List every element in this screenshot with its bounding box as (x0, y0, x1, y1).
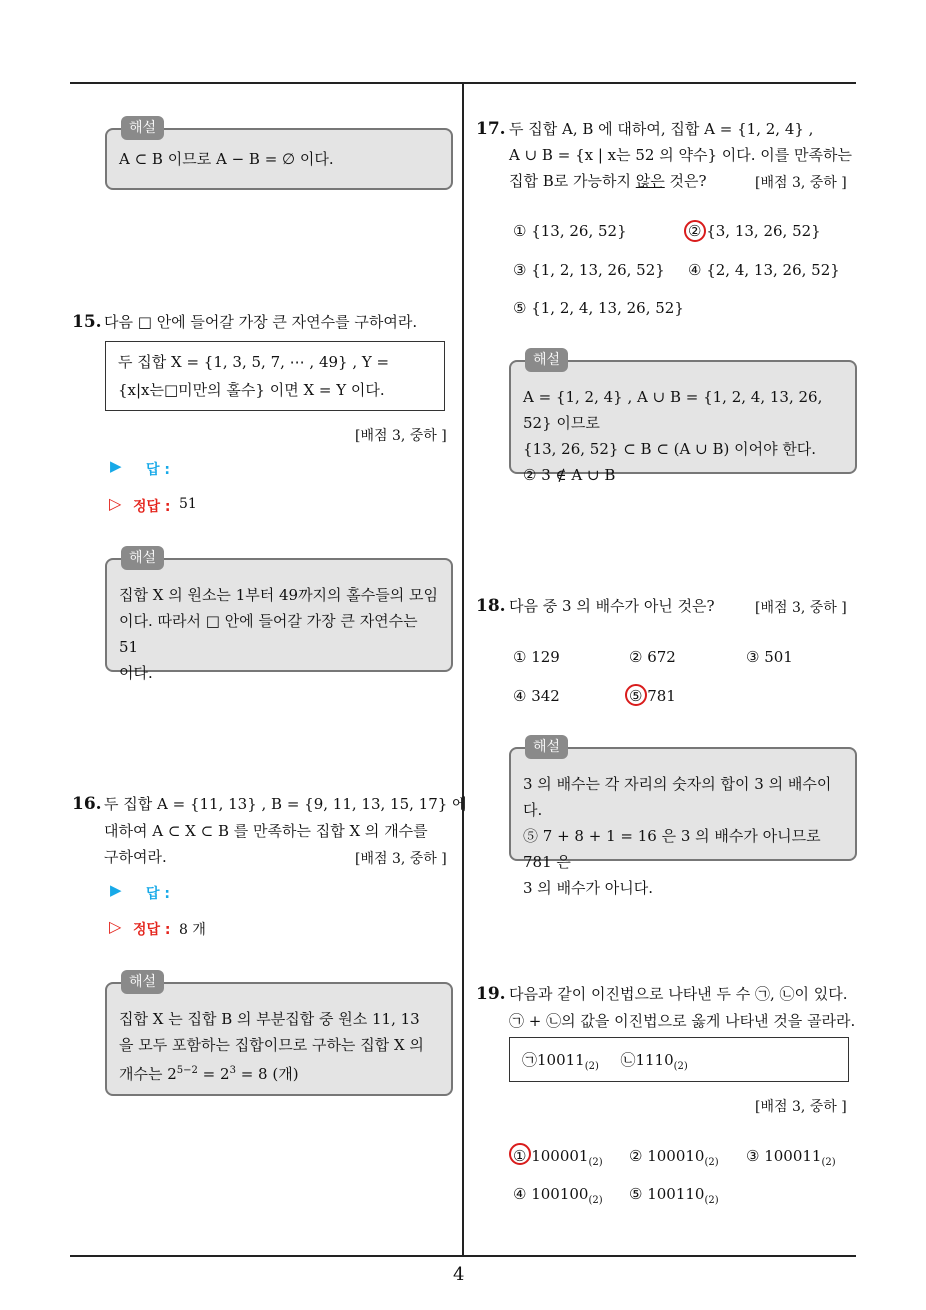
page-number: 4 (453, 1264, 465, 1285)
q16-answer-label: 답 : (146, 886, 170, 902)
q17-line2: A ∪ B = {x | x는 52 의 약수} 이다. 이를 만족하는 (509, 146, 853, 164)
q19-choice-4[interactable]: ④ $100100_{(2)}$ (513, 1185, 603, 1206)
q17-choice-3[interactable]: ③ {1, 2, 13, 26, 52} (513, 261, 665, 279)
bottom-rule (70, 1255, 856, 1257)
q19-number-b: $㉡1110_{(2)}$ (620, 1051, 688, 1072)
q16-solution-line1: 집합 X 는 집합 B 의 부분집합 중 원소 11, 13 (119, 1010, 420, 1028)
q16-line1: 두 집합 A = {11, 13} , B = {9, 11, 13, 15, 17} 에 (104, 795, 467, 813)
q18-meta: [배점 3, 중하 ] (755, 600, 847, 616)
q18-solution-line2: ⑤ 7 + 8 + 1 = 16 은 3 의 배수가 아니므로 781 은 (523, 827, 821, 871)
q18-solution-line1: 3 의 배수는 각 자리의 숫자의 합이 3 의 배수이다. (523, 775, 832, 819)
solution-tag: 해설 (121, 116, 164, 140)
q17-number: 17. (476, 119, 506, 139)
q17-solution-line2: {13, 26, 52} ⊂ B ⊂ (A ∪ B) 이어야 한다. (523, 440, 817, 458)
q14-solution-text: A ⊂ B 이므로 A − B = ∅ 이다. (119, 150, 334, 168)
q18-solution-line3: 3 의 배수가 아니다. (523, 879, 654, 897)
q17-meta: [배점 3, 중하 ] (755, 175, 847, 191)
q16-number: 16. (72, 794, 102, 814)
q19-number-a: $㉠10011_{(2)}$ (522, 1051, 599, 1072)
q19-meta: [배점 3, 중하 ] (755, 1099, 847, 1115)
q15-solution-box (105, 550, 453, 682)
solution-tag: 해설 (525, 735, 568, 759)
q16-correct-label: 정답 : (133, 922, 171, 938)
answer-arrow-icon: ▶ (110, 457, 122, 475)
q17-choice-4[interactable]: ④ {2, 4, 13, 26, 52} (688, 261, 840, 279)
q15-box-line1: 두 집합 X = {1, 3, 5, 7, ⋯ , 49} , Y = (118, 353, 390, 371)
q16-line3: 구하여라. (104, 848, 167, 866)
q19-number-box (509, 1037, 849, 1082)
q19-number: 19. (476, 984, 506, 1004)
q15-solution-line1: 집합 X 의 원소는 1부터 49까지의 홀수들의 모임 (119, 586, 439, 604)
q17-solution-line3: ② 3 ∉ A ∪ B (523, 466, 616, 484)
q18-choice-1[interactable]: ① 129 (513, 648, 560, 666)
q19-selected-mark (509, 1143, 531, 1165)
q17-choice-1[interactable]: ① {13, 26, 52} (513, 222, 627, 240)
q15-number: 15. (72, 312, 102, 332)
q17-choice-5[interactable]: ⑤ {1, 2, 4, 13, 26, 52} (513, 299, 684, 317)
q18-selected-mark (625, 684, 647, 706)
q18-choice-5[interactable]: ⑤ 781 (629, 687, 676, 705)
q14-solution-box (105, 120, 453, 190)
q16-meta: [배점 3, 중하 ] (355, 851, 447, 867)
q17-solution-line1: A = {1, 2, 4} , A ∪ B = {1, 2, 4, 13, 26, 52} 이므로 (523, 388, 823, 432)
q18-question: 다음 중 3 의 배수가 아닌 것은? (509, 597, 715, 615)
q18-solution-box (509, 739, 857, 897)
q17-choice-2[interactable]: ② {3, 13, 26, 52} (688, 222, 821, 240)
correct-arrow-icon: ▷ (109, 494, 122, 513)
correct-arrow-icon: ▷ (109, 917, 122, 936)
q18-choice-3[interactable]: ③ 501 (746, 648, 793, 666)
q15-answer-label: 답 : (146, 462, 170, 478)
q16-solution-box (105, 974, 453, 1096)
q15-solution-line2: 이다. 따라서 □ 안에 들어갈 가장 큰 자연수는 51 (119, 612, 418, 656)
q17-line3: 집합 B로 가능하지 않은 것은? (509, 172, 707, 190)
q17-selected-mark (684, 220, 706, 242)
q17-line1: 두 집합 A, B 에 대하여, 집합 A = {1, 2, 4} , (509, 120, 814, 138)
q15-correct-label: 정답 : (133, 499, 171, 515)
solution-tag: 해설 (525, 348, 568, 372)
q15-meta: [배점 3, 중하 ] (355, 428, 447, 444)
q15-solution-line3: 이다. (119, 664, 153, 682)
q15-condition-box (105, 341, 445, 411)
q16-solution-line2: 을 모두 포함하는 집합이므로 구하는 집합 X 의 (119, 1036, 424, 1054)
q15-correct-value: 51 (179, 496, 197, 512)
q15-question: 다음 □ 안에 들어갈 가장 큰 자연수를 구하여라. (104, 313, 418, 331)
q16-solution-line3: 개수는 $2^{5-2} = 2^3 = 8$ (개) (119, 1065, 299, 1083)
column-divider (462, 84, 464, 1256)
q16-correct-value: 8 개 (179, 922, 206, 938)
q18-choice-4[interactable]: ④ 342 (513, 687, 560, 705)
q19-line2: ㉠ + ㉡의 값을 이진법으로 옳게 나타낸 것을 골라라. (509, 1012, 856, 1030)
q18-choice-2[interactable]: ② 672 (629, 648, 676, 666)
q19-choice-1[interactable]: ① $100001_{(2)}$ (513, 1147, 603, 1168)
q15-box-line2: {x|x는□미만의 홀수} 이면 X = Y 이다. (118, 381, 385, 399)
q17-solution-box (509, 352, 857, 484)
q19-choice-3[interactable]: ③ $100011_{(2)}$ (746, 1147, 836, 1168)
solution-tag: 해설 (121, 546, 164, 570)
q16-line2: 대하여 A ⊂ X ⊂ B 를 만족하는 집합 X 의 개수를 (104, 822, 428, 840)
answer-arrow-icon: ▶ (110, 881, 122, 899)
q19-line1: 다음과 같이 이진법으로 나타낸 두 수 ㉠, ㉡이 있다. (509, 985, 848, 1003)
q19-choice-5[interactable]: ⑤ $100110_{(2)}$ (629, 1185, 719, 1206)
q18-number: 18. (476, 596, 506, 616)
q19-choice-2[interactable]: ② $100010_{(2)}$ (629, 1147, 719, 1168)
solution-tag: 해설 (121, 970, 164, 994)
